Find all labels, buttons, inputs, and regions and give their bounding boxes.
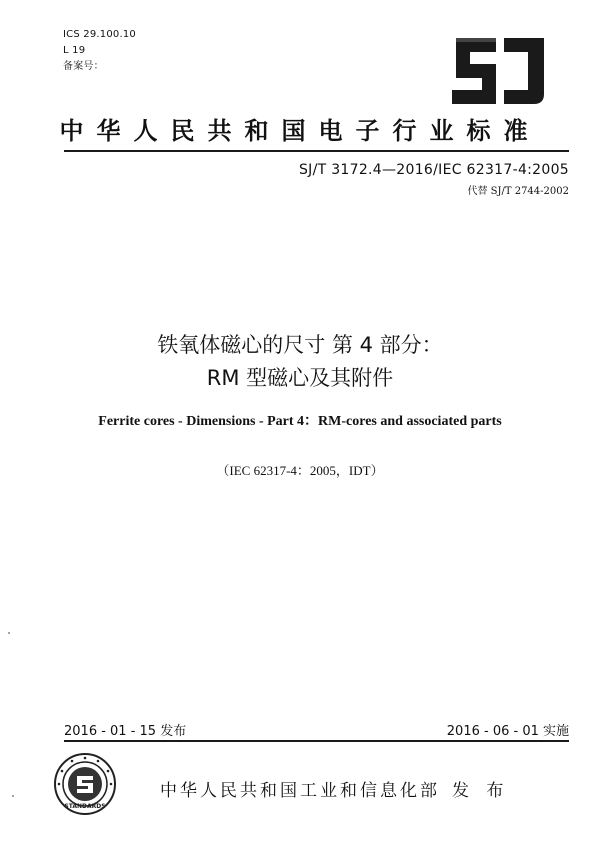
sj-logo xyxy=(446,34,550,108)
replaces-standard: 代替 SJ/T 2744-2002 xyxy=(467,186,569,197)
publish-label: 发 布 xyxy=(452,781,510,801)
classification-code: L 19 xyxy=(63,45,86,56)
chinese-title-line-1: 铁氧体磁心的尺寸 第 4 部分： xyxy=(157,333,443,357)
standards-emblem xyxy=(53,752,117,816)
sj-logo-icon xyxy=(446,34,550,108)
top-divider xyxy=(64,150,569,152)
ics-code: ICS 29.100.10 xyxy=(63,29,136,40)
chinese-title-line-2: RM 型磁心及其附件 xyxy=(206,366,394,390)
issue-date: 2016 - 01 - 15 发布 xyxy=(64,724,187,739)
emblem-icon xyxy=(53,752,117,816)
scan-speck xyxy=(12,795,14,797)
bottom-divider xyxy=(64,740,569,742)
emblem-text: STANDARDS xyxy=(64,803,106,810)
standard-type-title: 中华人民共和国电子行业标准 xyxy=(59,117,541,145)
standard-number: SJ/T 3172.4—2016/IEC 62317-4:2005 xyxy=(298,162,569,178)
english-title: Ferrite cores - Dimensions - Part 4：RM-cores and associated parts xyxy=(98,414,502,429)
iec-equivalence: （IEC 62317-4：2005，IDT） xyxy=(216,463,384,478)
issuing-authority: 中华人民共和国工业和信息化部 xyxy=(160,781,440,801)
scan-speck xyxy=(8,632,10,634)
record-number-label: 备案号： xyxy=(63,61,104,72)
effective-date: 2016 - 06 - 01 实施 xyxy=(446,724,569,739)
